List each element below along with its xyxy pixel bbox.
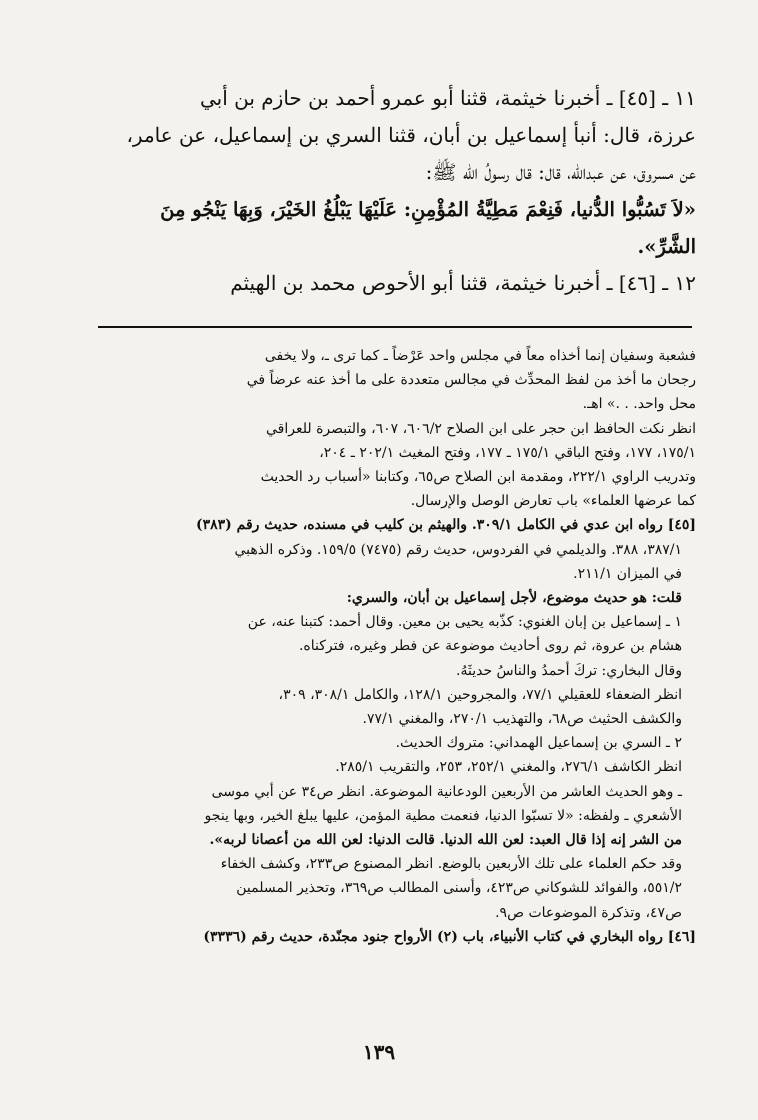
footnote-line: ١ ـ إسماعيل بن إبان الغنوي: كذّبه يحيى بن معين. وقال أحمد: كتبنا عنه، عن	[247, 614, 682, 631]
main-text	[62, 80, 696, 302]
footnote-line: [٤٦] رواه البخاري في كتاب الأنبياء، باب (٢) الأرواح جنود مجنّدة، حديث رقم (٣٣٣٦)	[203, 928, 696, 945]
footnote-line: ١٧٥/١، ١٧٧، وفتح الباقي ١٧٥/١ ـ ١٧٧، وفتح المغيث ٢٠٢/١ ـ ٢٠٤،	[319, 444, 696, 461]
hadith-quote-line: الشَّرِّ».	[637, 235, 696, 258]
footnote-line: ٢ ـ السري بن إسماعيل الهمداني: متروك الحديث.	[395, 735, 682, 752]
hadith-line: ١١ ـ [٤٥] ـ أخبرنا خيثمة، قثنا أبو عمرو أحمد بن حازم بن أبي	[200, 86, 696, 110]
footnote-line: محل واحد. . .» اهـ.	[582, 396, 696, 413]
page-number: ١٣٩	[362, 1040, 396, 1064]
footnote-line: الأشعري ـ ولفظه: «لا تسبّوا الدنيا، فنعمت مطية المؤمن، عليها يبلغ الخير، وبها ينجو	[204, 807, 682, 824]
footnote-line: وقد حكم العلماء على تلك الأربعين بالوضع. انظر المصنوع ص٢٣٣، وكشف الخفاء	[220, 856, 682, 873]
footnote-line: كما عرضها العلماء» باب تعارض الوصل والإرسال.	[410, 493, 696, 510]
hadith-quote-line: «لاَ تَسُبُّوا الدُّنيا، فَنِعْمَ مَطِيَّةُ المُؤْمِنِ: عَلَيْهَا يَبْلُغُ الخَيْرَ، وَبِهَا يَنْجُو مِنَ	[160, 198, 696, 221]
footnote-divider	[98, 326, 692, 328]
footnote-line: ٣٨٧/١، ٣٨٨. والديلمي في الفردوس، حديث رقم (٧٤٧٥) ١٥٩/٥. وذكره الذهبي	[234, 541, 682, 558]
hadith-line: عن مسروق، عن عبدالله، قال: قال رسولُ الله ﷺ:	[425, 160, 696, 184]
footnote-line: ص٤٧، وتذكرة الموضوعات ص٩.	[495, 904, 682, 921]
footnote-line: انظر الكاشف ٢٧٦/١، والمغني ٢٥٢/١، ٢٥٣، والتقريب ٢٨٥/١.	[335, 759, 682, 776]
footnote-line: وقال البخاري: تركَ أحمدُ والناسُ حديثَهُ.	[456, 662, 682, 679]
footnote-line: ٥٥١/٢، والفوائد للشوكاني ص٤٢٣، وأسنى المطالب ص٣٦٩، وتحذير المسلمين	[236, 880, 682, 897]
footnote-line: [٤٥] رواه ابن عدي في الكامل ٣٠٩/١. والهيثم بن كليب في مسنده، حديث رقم (٣٨٣)	[195, 517, 696, 534]
footnotes	[62, 344, 696, 949]
footnote-line: من الشر إنه إذا قال العبد: لعن الله الدنيا. قالت الدنيا: لعن الله من أعصانا لربه».	[209, 832, 682, 849]
footnote-line: هشام بن عروة، ثم روى أحاديث موضوعة عن فطر وغيره، فتركناه.	[298, 638, 682, 655]
hadith-line: عرزة، قال: أنبأ إسماعيل بن أبان، قثنا السري بن إسماعيل، عن عامر،	[126, 123, 696, 147]
footnote-line: قلت: هو حديث موضوع، لأجل إسماعيل بن أبان، والسري:	[346, 590, 682, 607]
footnote-line: رجحان ما أخذ من لفظ المحدِّث في مجالس متعددة على ما أخذ عنه عرضاً في	[246, 372, 696, 389]
footnote-line: انظر نكت الحافظ ابن حجر على ابن الصلاح ٦٠٦/٢، ٦٠٧، والتبصرة للعراقي	[265, 420, 696, 437]
hadith-line: ١٢ ـ [٤٦] ـ أخبرنا خيثمة، قثنا أبو الأحوص محمد بن الهيثم	[230, 271, 696, 295]
footnote-line: في الميزان ٢١١/١.	[573, 565, 682, 582]
footnote-line: انظر الضعفاء للعقيلي ٧٧/١، والمجروحين ١٢٨/١، والكامل ٣٠٨/١، ٣٠٩،	[278, 686, 682, 703]
footnote-line: فشعبة وسفيان إنما أخذاه معاً في مجلس واحد عَرْضاً ـ كما ترى ـ، ولا يخفى	[264, 348, 696, 364]
footnote-line: والكشف الحثيث ص٦٨، والتهذيب ٢٧٠/١، والمغني ٧٧/١.	[362, 711, 682, 728]
footnote-line: ـ وهو الحديث العاشر من الأربعين الودعانية الموضوعة. انظر ص٣٤ عن أبي موسى	[211, 783, 682, 800]
footnote-line: وتدريب الراوي ٢٢٢/١، ومقدمة ابن الصلاح ص٦٥، وكتابنا «أسباب رد الحديث	[260, 469, 696, 486]
